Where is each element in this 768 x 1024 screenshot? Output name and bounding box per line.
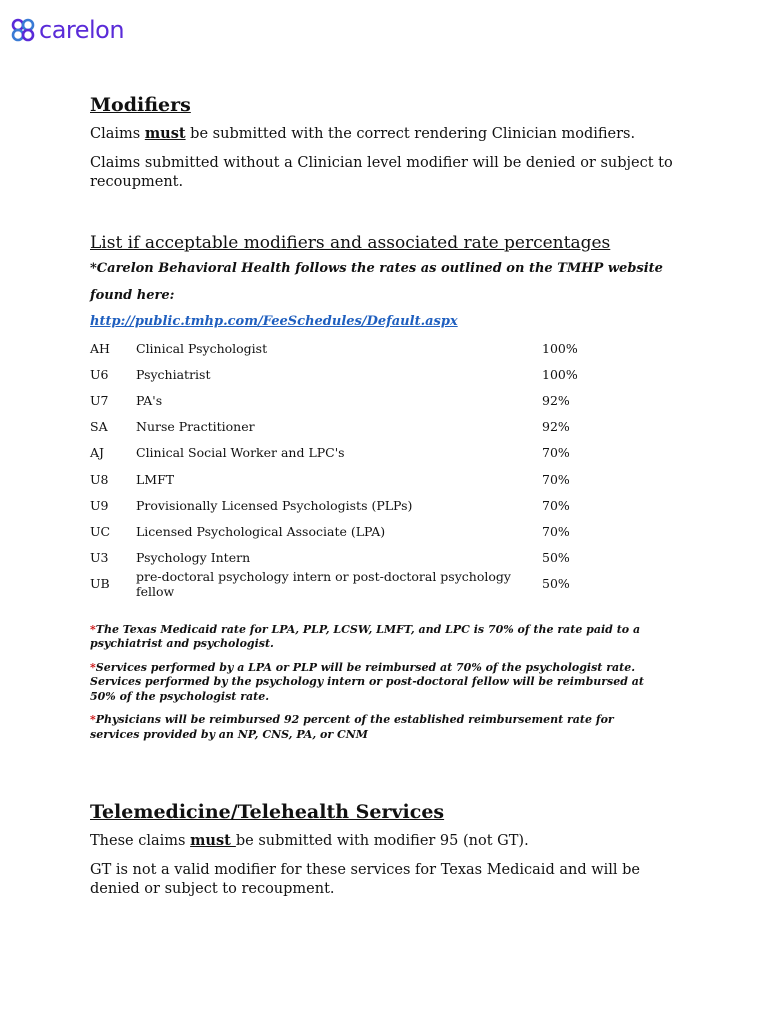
- modifier-rate: 70%: [542, 523, 570, 539]
- tmhp-fee-schedule-link[interactable]: http://public.tmhp.com/FeeSchedules/Default.aspx: [90, 314, 458, 329]
- footnote-asterisk: *: [90, 713, 96, 727]
- modifiers-line-1: Claims must be submitted with the correct rendering Clinician modifiers.: [90, 125, 636, 142]
- table-row: [90, 545, 690, 571]
- table-row: [90, 414, 690, 440]
- footnote-asterisk: *: [90, 660, 96, 674]
- table-row: [90, 568, 690, 599]
- modifier-code: U6: [90, 366, 109, 382]
- modifier-code: UC: [90, 523, 111, 539]
- modifier-description: Nurse Practitioner: [136, 419, 255, 435]
- modifier-rate: 50%: [542, 576, 570, 592]
- modifier-rate: 100%: [542, 340, 578, 356]
- table-row: [90, 440, 690, 466]
- telehealth-section: [90, 799, 690, 899]
- carelon-logo-icon: [10, 17, 36, 43]
- modifier-code: U9: [90, 497, 109, 513]
- modifier-list-heading: List if acceptable modifiers and associated rate percentages: [90, 233, 611, 253]
- telehealth-line-2: GT is not a valid modifier for these services for Texas Medicaid and will be denied or subject to recoupment.: [90, 862, 641, 898]
- modifier-rate: 70%: [542, 445, 570, 461]
- modifier-rate: 50%: [542, 550, 570, 566]
- modifier-description: Clinical Psychologist: [136, 340, 268, 356]
- telehealth-heading: Telemedicine/Telehealth Services: [90, 801, 445, 824]
- tmhp-note-line-1: *Carelon Behavioral Health follows the rates as outlined on the TMHP website: [90, 261, 663, 276]
- footnote: *Physicians will be reimbursed 92 percent of the established reimbursement rate for services provided by an NP, CNS, PA, or CNM: [90, 713, 614, 741]
- tmhp-note-line-2: found here:: [90, 288, 175, 303]
- modifier-description: Psychology Intern: [136, 550, 251, 566]
- modifier-rate: 70%: [542, 471, 570, 487]
- rate-footnotes: [90, 623, 690, 743]
- modifier-description: LMFT: [136, 471, 175, 487]
- modifier-rate: 70%: [542, 497, 570, 513]
- table-row: [90, 361, 690, 387]
- modifiers-line-2: Claims submitted without a Clinician level modifier will be denied or subject to recoupment.: [90, 155, 673, 190]
- modifier-code: SA: [90, 419, 108, 435]
- footnote-asterisk: *: [90, 622, 96, 636]
- modifier-code: U7: [90, 392, 109, 408]
- modifier-description: pre-doctoral psychology intern or post-doctoral psychology fellow: [136, 568, 511, 599]
- modifier-rate: 92%: [542, 419, 570, 435]
- modifier-rate: 92%: [542, 392, 570, 408]
- modifier-table: [90, 335, 690, 597]
- table-row: [90, 387, 690, 413]
- table-row: [90, 335, 690, 361]
- logo-wordmark: carelon: [39, 16, 125, 44]
- table-row: [90, 518, 690, 544]
- modifier-description: Provisionally Licensed Psychologists (PLPs): [136, 497, 413, 513]
- modifier-description: PA's: [136, 392, 163, 408]
- modifier-description: Clinical Social Worker and LPC's: [136, 445, 345, 461]
- carelon-logo: [10, 14, 124, 46]
- table-row: [90, 466, 690, 492]
- modifier-code: U8: [90, 471, 109, 487]
- footnote: *The Texas Medicaid rate for LPA, PLP, LCSW, LMFT, and LPC is 70% of the rate paid to a psychiatrist and psychologist.: [90, 622, 641, 651]
- modifier-code: AH: [90, 340, 110, 356]
- footnote: *Services performed by a LPA or PLP will be reimbursed at 70% of the psychologist rate. Services performed by the psychology intern or post-doctoral fellow will be reimbursed at 50% of the psychologist rate.: [90, 660, 644, 703]
- modifier-rate: 100%: [542, 366, 578, 382]
- modifier-description: Licensed Psychological Associate (LPA): [136, 523, 386, 539]
- document-body: [90, 92, 690, 899]
- table-row: [90, 492, 690, 518]
- modifier-code: UB: [90, 576, 110, 592]
- telehealth-line-1: These claims must be submitted with modifier 95 (not GT).: [90, 832, 529, 850]
- modifier-description: Psychiatrist: [136, 366, 211, 382]
- modifiers-heading: Modifiers: [90, 94, 191, 116]
- modifier-code: AJ: [90, 445, 105, 461]
- modifier-code: U3: [90, 550, 109, 566]
